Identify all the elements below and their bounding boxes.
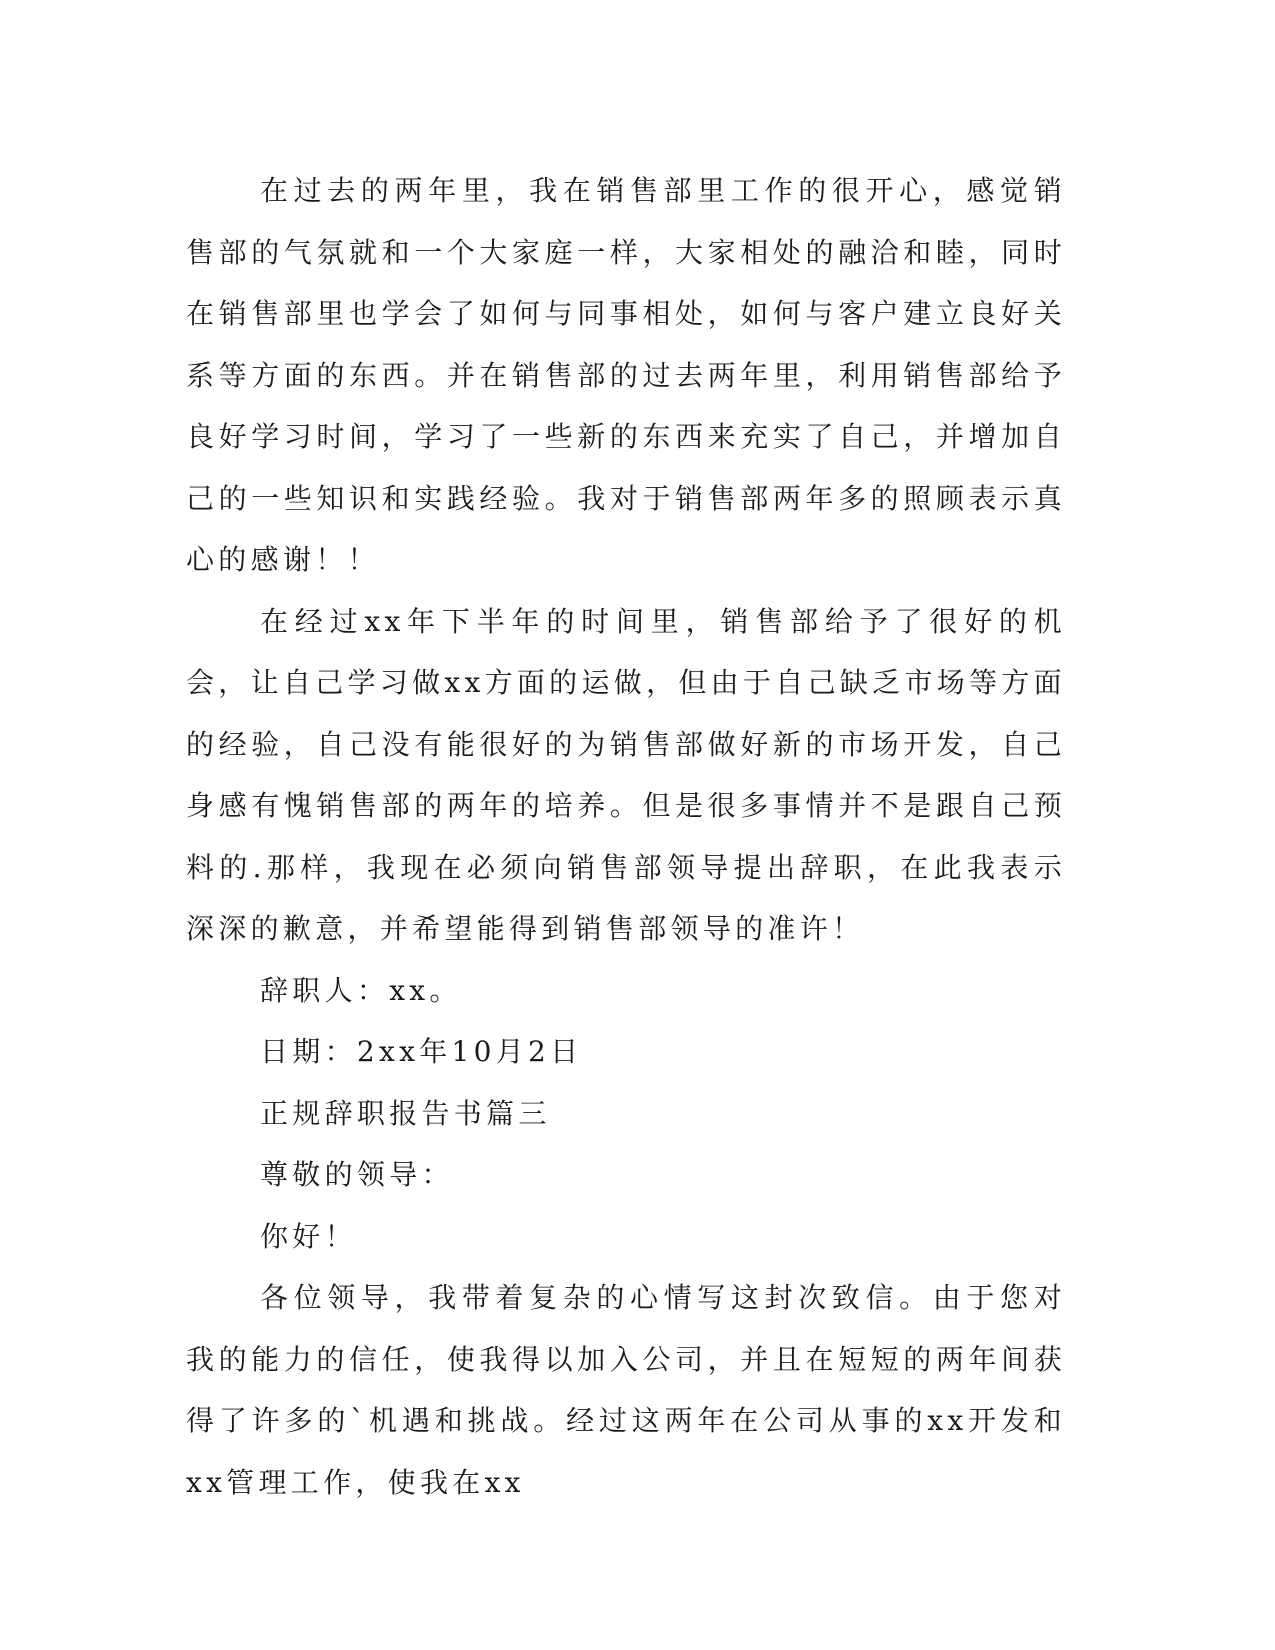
paragraph-letter-body: 各位领导，我带着复杂的心情写这封次致信。由于您对我的能力的信任，使我得以加入公司，并且在短短的两年间获得了许多的`机遇和挑战。经过这两年在公司从事的xx开发和xx管理工作，使我在xx xyxy=(186,1281,1066,1499)
salutation: 尊敬的领导： xyxy=(260,1158,454,1191)
section-title: 正规辞职报告书篇三 xyxy=(260,1096,551,1130)
document-body xyxy=(186,160,1066,1513)
paragraph-gratitude: 在过去的两年里，我在销售部里工作的很开心，感觉销售部的气氛就和一个大家庭一样，大家相处的融洽和睦，同时在销售部里也学会了如何与同事相处，如何与客户建立良好关系等方面的东西。并在销售部的过去两年里，利用销售部给予良好学习时间，学习了一些新的东西来充实了自己，并增加自己的一些知识和实践经验。我对于销售部两年多的照顾表示真心的感谢！！ xyxy=(186,174,1066,576)
paragraph-resignation-reason: 在经过xx年下半年的时间里，销售部给予了很好的机会，让自己学习做xx方面的运做，但由于自己缺乏市场等方面的经验，自己没有能很好的为销售部做好新的市场开发，自己身感有愧销售部的两年的培养。但是很多事情并不是跟自己预料的.那样，我现在必须向销售部领导提出辞职，在此我表示深深的歉意，并希望能得到销售部领导的准许！ xyxy=(186,604,1066,945)
greeting: 你好！ xyxy=(260,1219,357,1253)
date-line: 日期：2xx年10月2日 xyxy=(260,1035,583,1068)
signature-line: 辞职人：xx。 xyxy=(260,973,462,1007)
